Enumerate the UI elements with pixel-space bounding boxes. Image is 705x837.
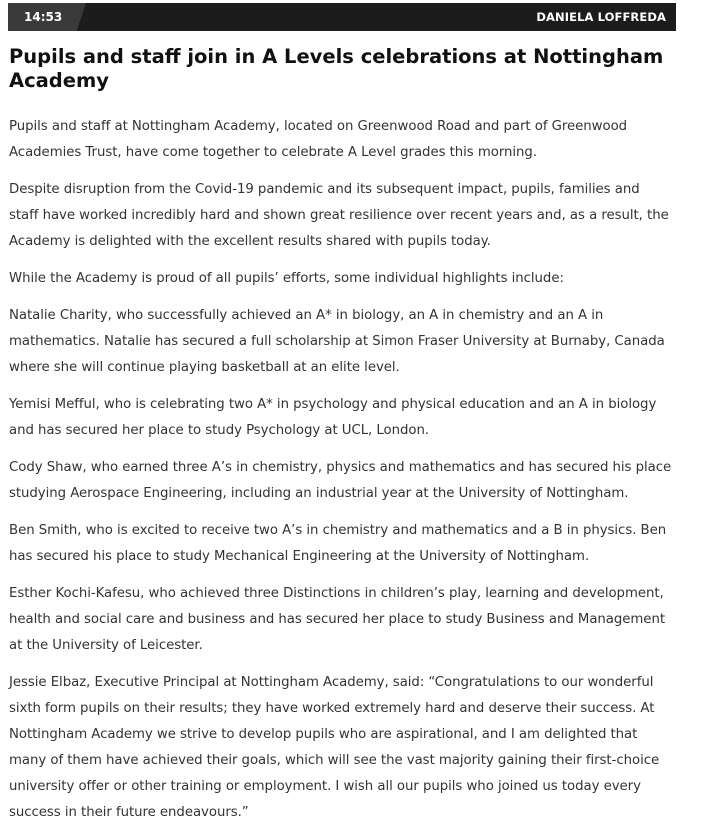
paragraph-intro: Pupils and staff at Nottingham Academy, located on Greenwood Road and part of Greenwood Academies Trust, have come together to celebrate A Level grades this morning. [9,119,628,160]
article-meta-bar [8,3,676,31]
paragraph-ben-smith: Ben Smith, who is excited to receive two A’s in chemistry and mathematics and a B in physics. Ben has secured his place to study Mechanical Engineering at the University of Nottingham. [9,523,667,564]
paragraph-natalie-charity: Natalie Charity, who successfully achieved an A* in biology, an A in chemistry and an A in mathematics. Natalie has secured a full scholarship at Simon Fraser University at Burnaby, Canada where she will continue playing basketball at an elite level. [9,308,665,375]
paragraph-highlights-intro: While the Academy is proud of all pupils’ efforts, some individual highlights include: [9,271,564,286]
paragraph-yemisi-mefful: Yemisi Mefful, who is celebrating two A* in psychology and physical education and an A in biology and has secured her place to study Psychology at UCL, London. [9,397,657,438]
paragraph-principal-quote: Jessie Elbaz, Executive Principal at Nottingham Academy, said: “Congratulations to our wonderful sixth form pupils on their results; they have worked extremely hard and deserve their success. At Nottingham Academy we strive to develop pupils who are aspirational, and I am delighted that many of them have achieved their goals, which will see the vast majority gaining their first-choice university offer or other training or employment. I wish all our pupils who joined us today every success in their future endeavours.” [9,675,660,820]
paragraph-cody-shaw: Cody Shaw, who earned three A’s in chemistry, physics and mathematics and has secured his place studying Aerospace Engineering, including an industrial year at the University of Nottingham. [9,460,672,501]
timestamp: 14:53 [24,10,63,24]
paragraph-resilience: Despite disruption from the Covid-19 pandemic and its subsequent impact, pupils, families and staff have worked incredibly hard and shown great resilience over recent years and, as a result, the Academy is delighted with the excellent results shared with pupils today. [9,182,669,249]
author-name[interactable]: DANIELA LOFFREDA [536,10,666,24]
paragraph-esther-kochi-kafesu: Esther Kochi-Kafesu, who achieved three Distinctions in children’s play, learning and development, health and social care and business and has secured her place to study Business and Management at the University of Leicester. [9,586,665,653]
article-title: Pupils and staff join in A Levels celebrations at Nottingham Academy [9,45,664,92]
article-body [9,114,673,837]
